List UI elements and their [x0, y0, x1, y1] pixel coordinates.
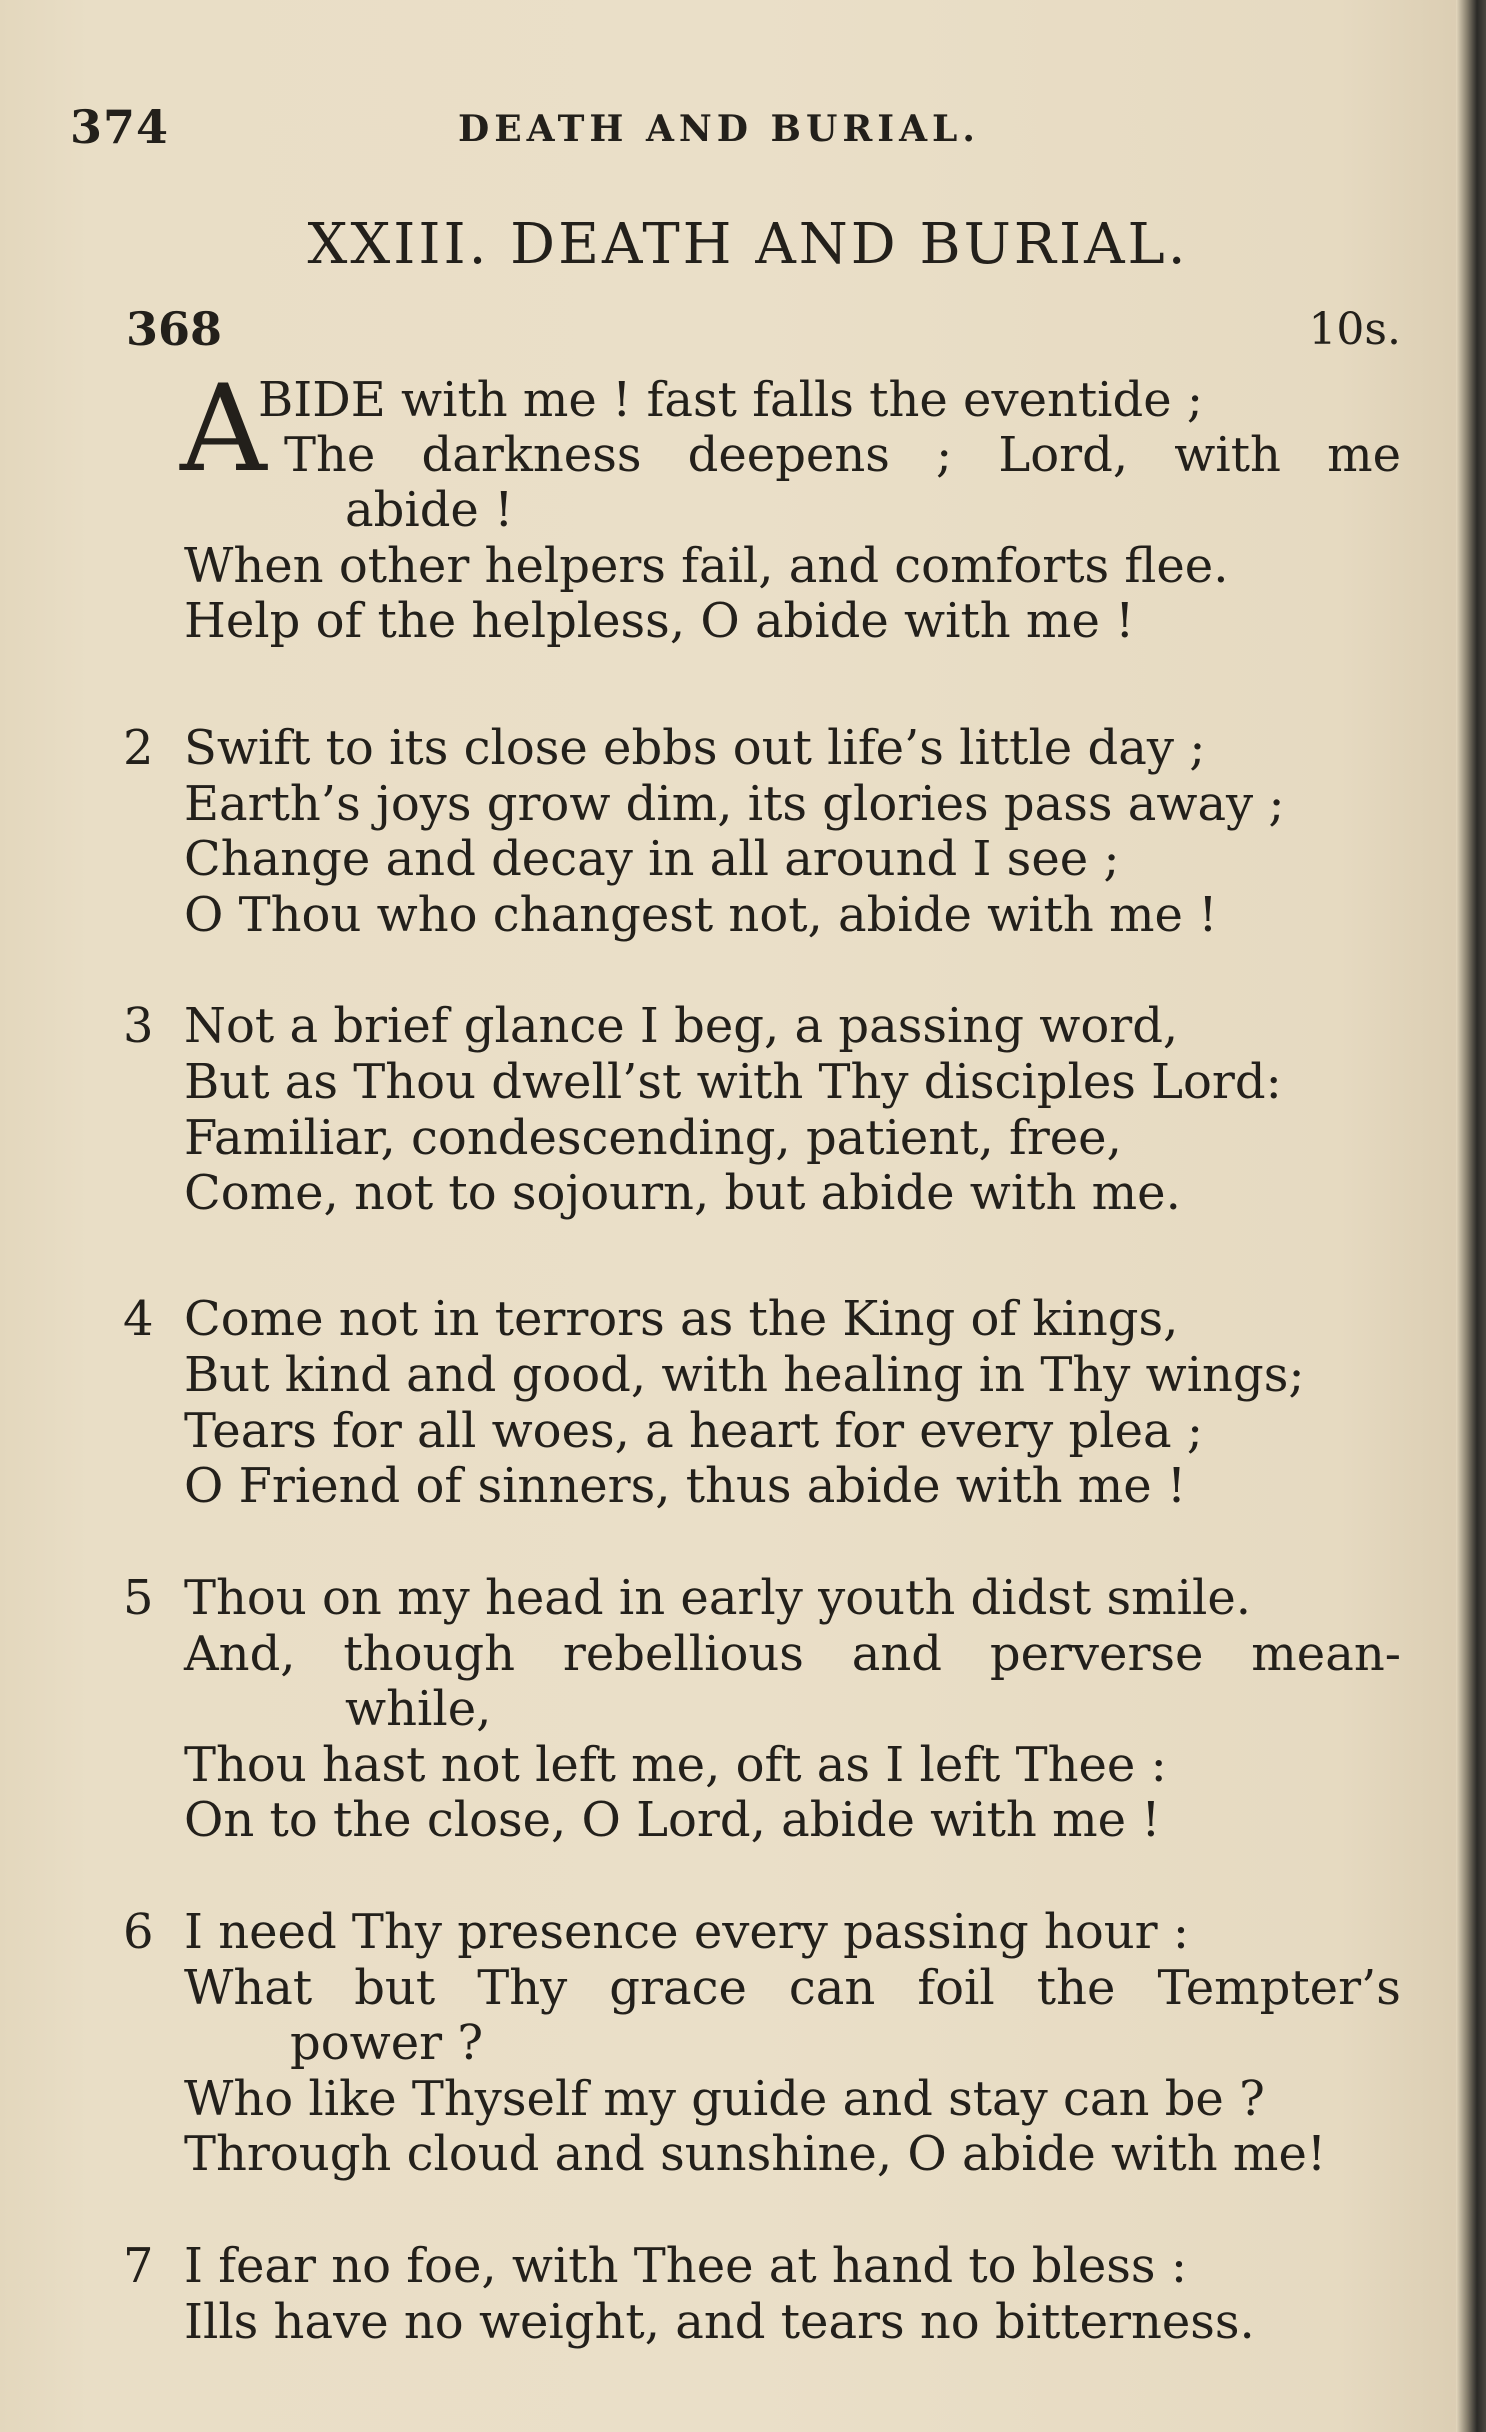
stanza-number: 6 — [123, 1904, 154, 1960]
stanza-6-line-2 — [184, 1960, 1401, 2016]
stanza-1-line-2 — [284, 427, 1401, 483]
word: rebellious — [562, 1626, 804, 1682]
stanza-7-line-1: I fear no foe, with Thee at hand to bless : — [184, 2238, 1187, 2294]
stanza-3-line-3: Familiar, condescending, patient, free, — [184, 1110, 1122, 1166]
section-title: XXIII. DEATH AND BURIAL. — [307, 212, 1189, 277]
word: foil — [917, 1960, 995, 2016]
word: What — [184, 1960, 313, 2016]
stanza-7-line-2: Ills have no weight, and tears no bitterness. — [184, 2294, 1255, 2350]
word: And, — [184, 1626, 296, 1682]
word: grace — [609, 1960, 747, 2016]
stanza-4-line-4: O Friend of sinners, thus abide with me ! — [184, 1458, 1187, 1514]
hymn-number: 368 — [126, 302, 223, 356]
stanza-4-line-1: Come not in terrors as the King of kings, — [184, 1291, 1179, 1347]
stanza-2-line-3: Change and decay in all around I see ; — [184, 831, 1120, 887]
stanza-2-line-1: Swift to its close ebbs out life’s little day ; — [184, 720, 1206, 776]
word: with — [1174, 427, 1281, 483]
drop-cap: A — [180, 360, 267, 499]
word: mean- — [1251, 1626, 1401, 1682]
word: Thy — [477, 1960, 568, 2016]
word: deepens — [687, 427, 890, 483]
stanza-1-line-3: abide ! — [345, 482, 514, 538]
stanza-number: 4 — [123, 1291, 154, 1347]
stanza-3-line-1: Not a brief glance I beg, a passing word, — [184, 998, 1179, 1054]
word: The — [284, 427, 376, 483]
running-title: DEATH AND BURIAL. — [458, 108, 980, 150]
stanza-5-line-3: while, — [345, 1681, 492, 1737]
stanza-6-line-5: Through cloud and sunshine, O abide with me! — [184, 2126, 1327, 2182]
word: ; — [936, 427, 953, 483]
stanza-5-line-1: Thou on my head in early youth didst smile. — [184, 1570, 1251, 1626]
word: the — [1036, 1960, 1116, 2016]
page-number: 374 — [70, 100, 170, 154]
stanza-3-line-2: But as Thou dwell’st with Thy disciples Lord: — [184, 1054, 1282, 1110]
stanza-6-line-1: I need Thy presence every passing hour : — [184, 1904, 1190, 1960]
stanza-1-line-4: When other helpers fail, and comforts flee. — [184, 538, 1229, 594]
stanza-number: 7 — [123, 2238, 154, 2294]
stanza-1-line-1: BIDE with me ! fast falls the eventide ; — [258, 372, 1204, 428]
stanza-1-line-5: Help of the helpless, O abide with me ! — [184, 593, 1135, 649]
stanza-4-line-3: Tears for all woes, a heart for every plea ; — [184, 1403, 1204, 1459]
word: Tempter’s — [1157, 1960, 1401, 2016]
word: Lord, — [998, 427, 1129, 483]
word: me — [1327, 427, 1401, 483]
page-edge-shadow — [1456, 0, 1486, 2432]
running-head — [60, 100, 1440, 170]
stanza-2-line-2: Earth’s joys grow dim, its glories pass away ; — [184, 776, 1285, 832]
hymn-header — [126, 302, 1401, 362]
stanza-3-line-4: Come, not to sojourn, but abide with me. — [184, 1165, 1181, 1221]
stanza-4-line-2: But kind and good, with healing in Thy wings; — [184, 1347, 1305, 1403]
stanza-5-line-2 — [184, 1626, 1401, 1682]
word: but — [354, 1960, 436, 2016]
stanza-2-line-4: O Thou who changest not, abide with me ! — [184, 887, 1218, 943]
word: can — [788, 1960, 876, 2016]
stanza-5-line-5: On to the close, O Lord, abide with me ! — [184, 1792, 1161, 1848]
word: darkness — [421, 427, 642, 483]
stanza-6-line-3: power ? — [290, 2015, 484, 2071]
stanza-6-line-4: Who like Thyself my guide and stay can be ? — [184, 2071, 1265, 2127]
stanza-number: 5 — [123, 1570, 154, 1626]
stanza-number: 2 — [123, 720, 154, 776]
word: perverse — [989, 1626, 1204, 1682]
word: though — [343, 1626, 516, 1682]
stanza-5-line-4: Thou hast not left me, oft as I left Thee : — [184, 1737, 1167, 1793]
hymn-meter: 10s. — [1308, 304, 1401, 355]
stanza-number: 3 — [123, 998, 154, 1054]
word: and — [851, 1626, 942, 1682]
